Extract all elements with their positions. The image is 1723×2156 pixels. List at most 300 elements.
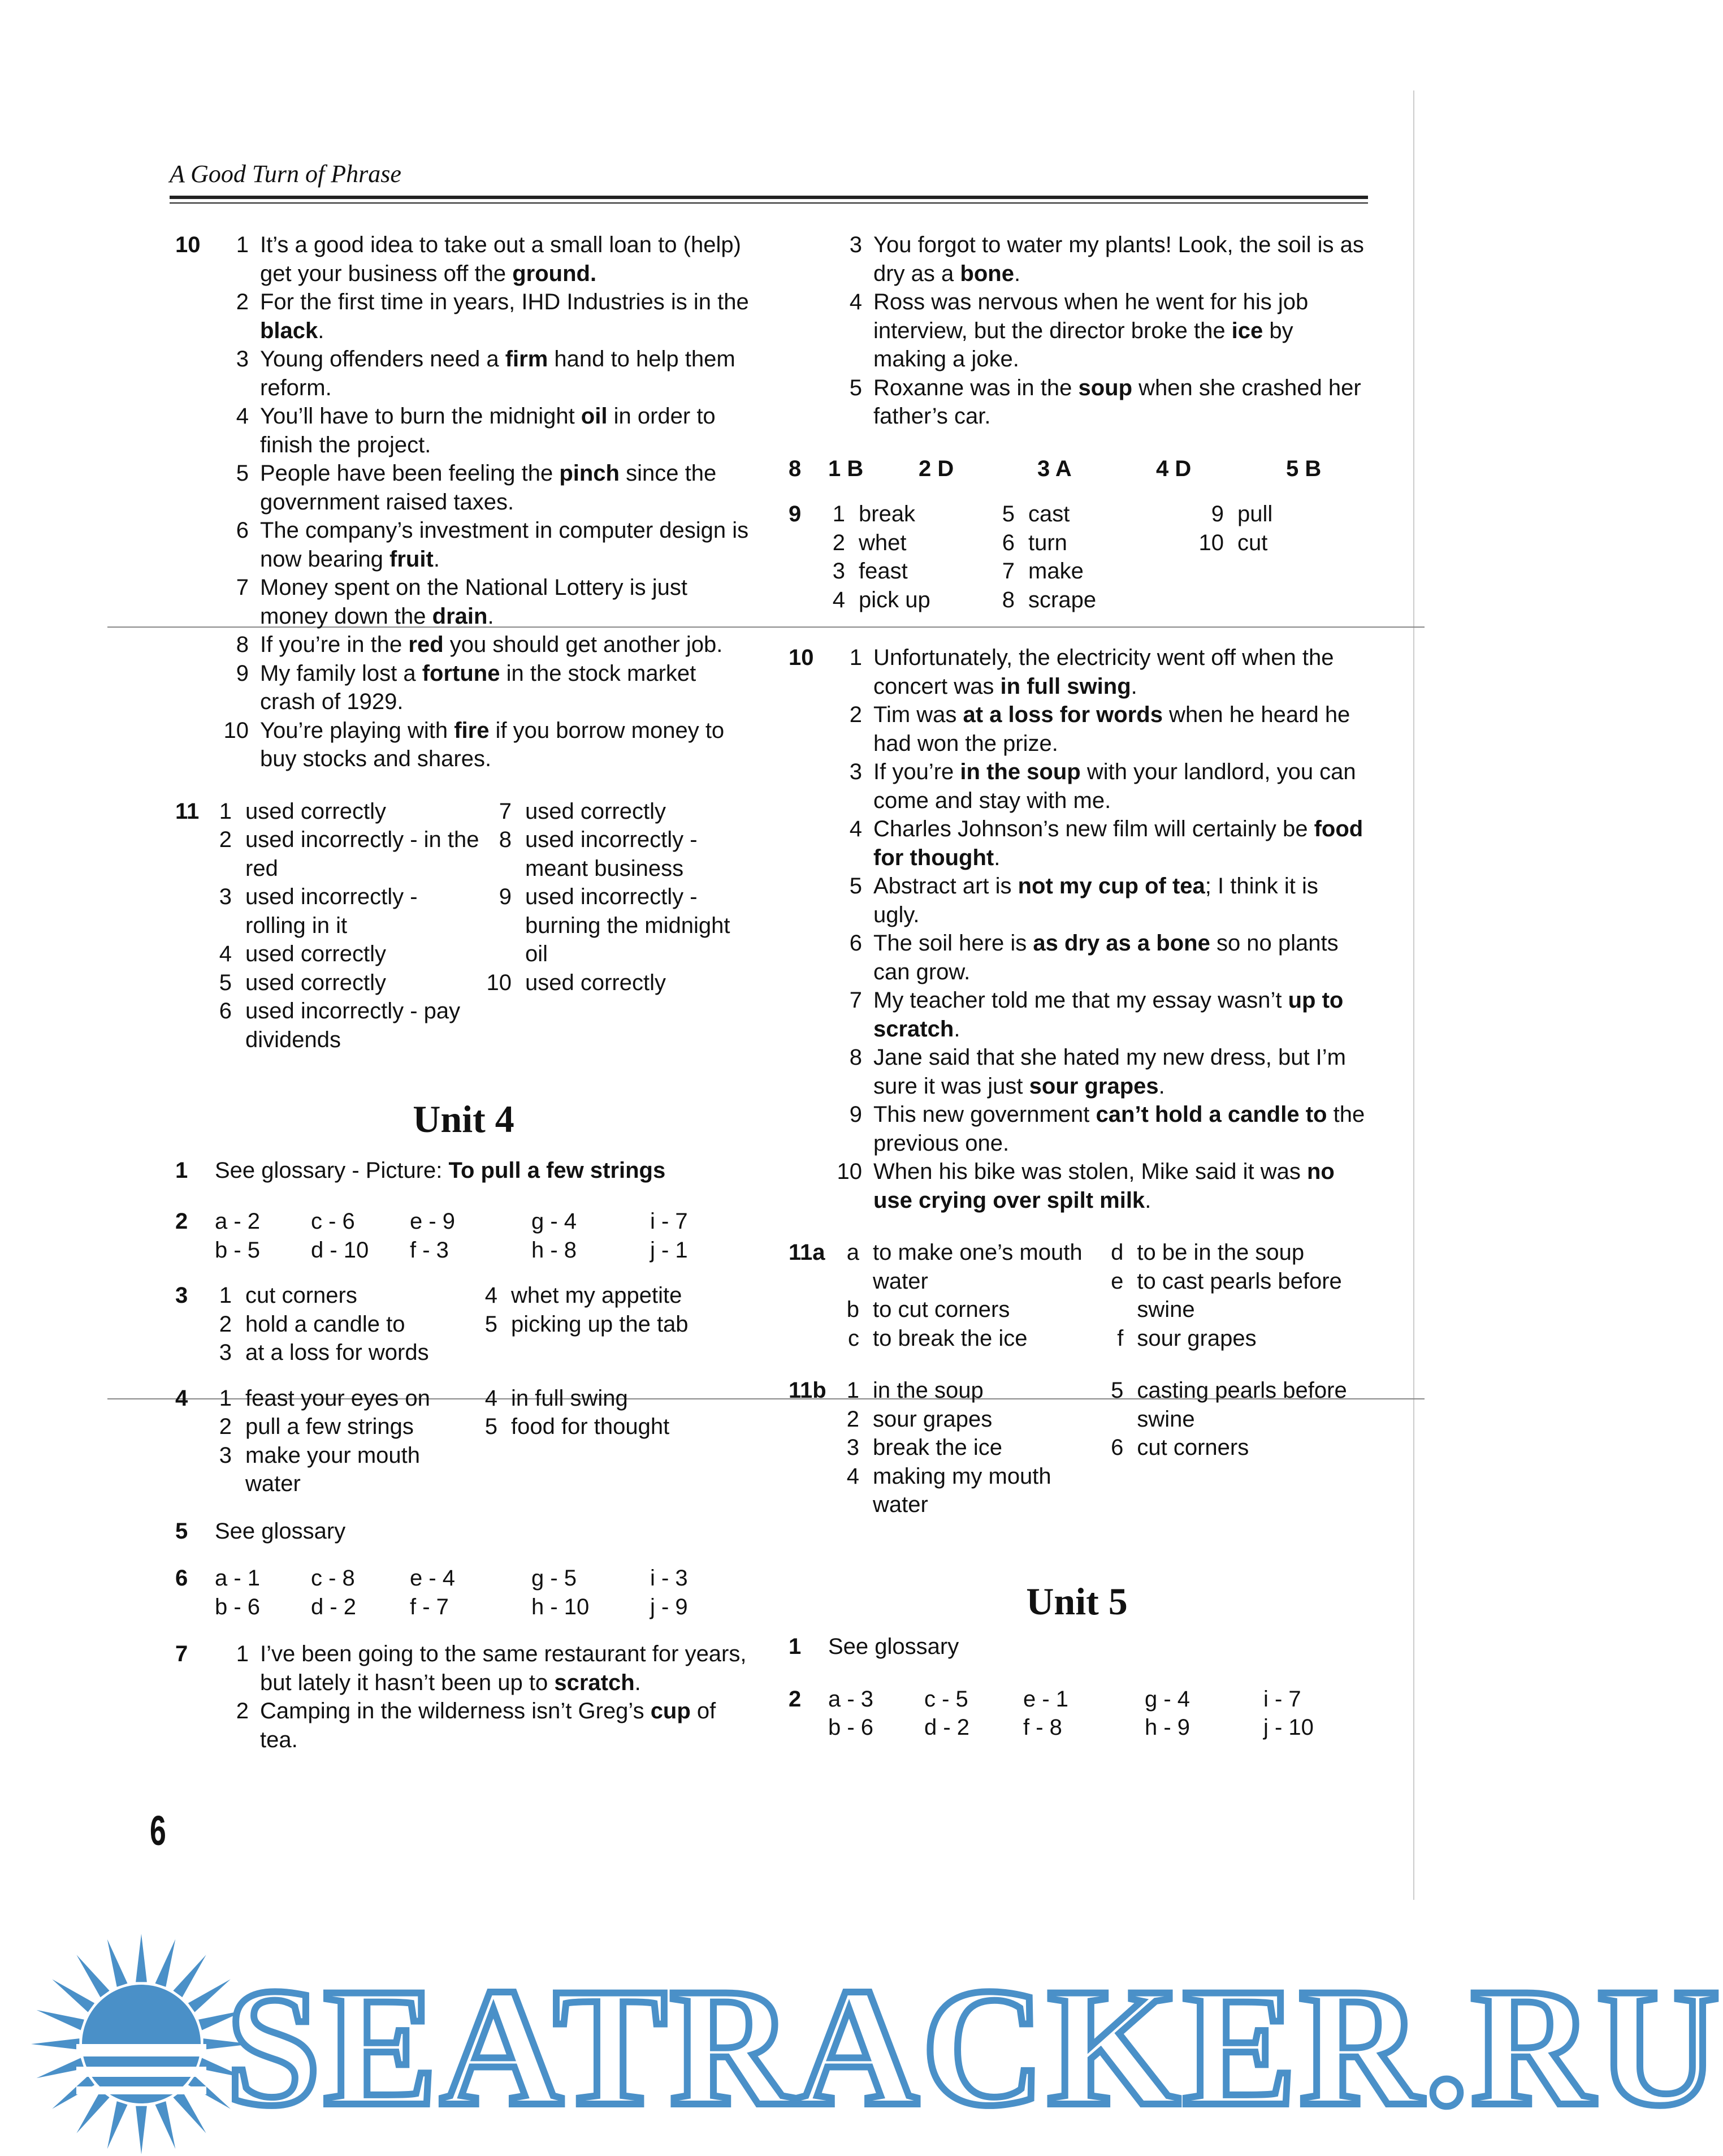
- item-key-phrase: scratch: [554, 1670, 635, 1695]
- exercise-8: [789, 455, 1365, 483]
- item-text-part: .: [1131, 673, 1137, 699]
- sun-ray: [37, 2010, 84, 2030]
- item-text-part: ; I think it is ugly.: [873, 874, 1318, 927]
- item-text: [873, 1157, 1365, 1215]
- answer-item: [828, 586, 998, 615]
- item-number: 3: [849, 232, 862, 257]
- answer-item: [215, 969, 483, 997]
- item-text-part: Ross was nervous when he went for his job interview, but the director broke the: [873, 290, 1309, 343]
- item-number: 6: [1002, 530, 1015, 555]
- answer-item: [215, 1338, 480, 1367]
- exercise-number: 5: [175, 1518, 188, 1544]
- item-number: 7: [499, 798, 512, 824]
- item-number: a: [846, 1240, 859, 1265]
- answer-item: [842, 1324, 1106, 1353]
- exercise-9: [789, 500, 1365, 614]
- u4-exercise-7: [175, 1640, 752, 1754]
- item-text: at a loss for words: [245, 1340, 429, 1365]
- item-text: sour grapes: [1137, 1325, 1257, 1351]
- answer-item: [842, 1433, 1106, 1462]
- item-text: [260, 288, 752, 345]
- exercise-number: 7: [175, 1641, 188, 1666]
- answer-item: [215, 659, 752, 716]
- item-number: 3: [219, 884, 232, 909]
- item-number: 1: [846, 1378, 859, 1403]
- answer-item: [483, 883, 752, 969]
- answer-item: [828, 374, 1365, 431]
- exercise-number: 3: [175, 1283, 188, 1308]
- exercise-11b: [789, 1376, 1365, 1519]
- answer-item: [842, 1295, 1106, 1324]
- item-text: to break the ice: [873, 1325, 1028, 1351]
- item-text-part: in order to finish the project.: [260, 404, 716, 457]
- matching-cell: b - 6: [215, 1594, 261, 1619]
- u5-exercise-2: [789, 1685, 1365, 1742]
- item-text-part: I’ve been going to the same restaurant for years, but lately it hasn’t been up to: [260, 1641, 747, 1695]
- item-number: 2: [219, 1311, 232, 1337]
- item-text: cast: [1028, 502, 1070, 526]
- item-text: in the soup: [873, 1378, 984, 1403]
- answer-item: [828, 288, 1365, 374]
- answer-item: [215, 997, 483, 1054]
- matching-cell: j - 10: [1263, 1715, 1314, 1740]
- item-text-part: .: [1145, 1187, 1151, 1213]
- item-number: 4: [484, 1385, 497, 1411]
- item-number: 9: [849, 1102, 862, 1127]
- answer-item: [1196, 500, 1365, 529]
- item-text: [873, 374, 1365, 431]
- item-text: [873, 986, 1365, 1043]
- matching-cell: i - 7: [1263, 1686, 1301, 1712]
- item-number: 5: [236, 461, 249, 486]
- answer-item: [842, 1405, 1106, 1434]
- answer-item: [828, 872, 1365, 929]
- matching-cell: c - 5: [924, 1686, 968, 1712]
- item-number: 6: [1111, 1435, 1124, 1460]
- exercise-text: See glossary: [828, 1634, 959, 1659]
- item-text-part: Young offenders need a: [260, 347, 505, 371]
- item-key-phrase: fortune: [422, 660, 500, 686]
- item-text: used correctly: [245, 798, 386, 824]
- u4-exercise-2: [175, 1207, 752, 1264]
- u5-exercise-1: [789, 1632, 1365, 1661]
- item-text-part: Abstract art is: [873, 874, 1018, 898]
- answer-item: [842, 1376, 1106, 1405]
- sun-ray: [155, 2101, 176, 2149]
- item-text: to make one’s mouth water: [873, 1240, 1083, 1294]
- item-text: [873, 1043, 1365, 1100]
- item-number: 2: [236, 290, 249, 314]
- answer-item: [828, 500, 998, 529]
- item-number: 3: [832, 559, 845, 584]
- answer-item: [215, 516, 752, 573]
- answer-item: [480, 1281, 746, 1310]
- item-text: [873, 288, 1365, 374]
- item-key-phrase: pinch: [559, 461, 620, 486]
- answer-item: [828, 701, 1365, 758]
- item-text: used incorrectly - meant business: [525, 827, 698, 881]
- item-number: 1: [849, 645, 862, 670]
- item-text: used correctly: [245, 941, 386, 966]
- answer-item: [215, 1310, 480, 1339]
- item-number: 7: [236, 575, 249, 600]
- matching-cell: g - 5: [531, 1566, 577, 1591]
- matching-cell: 5 B: [1286, 456, 1322, 481]
- item-number: 6: [236, 518, 249, 543]
- item-text: [260, 659, 752, 716]
- matching-cell: f - 7: [410, 1594, 449, 1619]
- item-number: 9: [236, 660, 249, 686]
- exercise-text: See glossary - Picture:: [215, 1157, 449, 1183]
- item-key-phrase: fruit: [389, 546, 434, 572]
- item-text: [260, 573, 752, 630]
- matching-cell: a - 1: [215, 1566, 261, 1591]
- answer-item: [1106, 1433, 1365, 1462]
- item-text: [260, 231, 752, 288]
- item-text: food for thought: [511, 1414, 670, 1439]
- item-number: c: [848, 1325, 859, 1351]
- matching-cell: d - 2: [924, 1715, 970, 1740]
- matching-cell: f - 8: [1023, 1715, 1062, 1740]
- item-text-part: The company’s investment in computer design is now bearing: [260, 518, 749, 572]
- item-text-part: Camping in the wilderness isn’t Greg’s: [260, 1699, 651, 1723]
- matching-cell: b - 6: [828, 1715, 874, 1740]
- answer-item: [998, 529, 1196, 558]
- exercise-number: 11b: [789, 1378, 826, 1403]
- item-key-phrase: black: [260, 318, 318, 343]
- answer-item: [828, 1157, 1365, 1215]
- answer-item: [215, 1412, 480, 1441]
- item-number: 2: [219, 1414, 232, 1439]
- sun-ray: [173, 2091, 206, 2133]
- item-key-phrase: oil: [581, 404, 608, 429]
- item-text-part: The soil here is: [873, 931, 1033, 956]
- item-text: [873, 231, 1365, 288]
- item-text: used correctly: [525, 970, 666, 995]
- sun-ray: [107, 2101, 128, 2149]
- item-number: 5: [219, 970, 232, 995]
- item-text: used incorrectly - in the red: [245, 827, 479, 881]
- item-text-part: If you’re in the: [260, 632, 409, 657]
- item-number: 6: [849, 931, 862, 956]
- answer-item: [483, 797, 752, 826]
- matching-cell: i - 7: [650, 1209, 688, 1234]
- item-text: make: [1028, 559, 1084, 584]
- matching-cell: g - 4: [1145, 1686, 1190, 1712]
- running-title: A Good Turn of Phrase: [170, 160, 401, 188]
- matching-cell: h - 9: [1145, 1715, 1190, 1740]
- item-text-part: of tea.: [260, 1699, 716, 1752]
- item-text: break: [859, 502, 916, 526]
- answer-item: [215, 1640, 752, 1697]
- item-text-part: .: [634, 1670, 641, 1695]
- answer-item: [483, 826, 752, 883]
- item-number: d: [1111, 1240, 1124, 1265]
- item-number: 3: [846, 1435, 859, 1460]
- exercise-number: 11: [175, 798, 200, 824]
- u4-exercise-4: [175, 1384, 752, 1498]
- item-text: [260, 1697, 752, 1754]
- item-number: 5: [849, 874, 862, 898]
- exercise-number: 8: [789, 456, 802, 481]
- item-text: [260, 459, 752, 516]
- item-text: used incorrectly - pay dividends: [245, 999, 461, 1052]
- item-text-part: .: [1014, 261, 1021, 286]
- answer-item: [215, 345, 752, 402]
- item-text: picking up the tab: [511, 1311, 689, 1337]
- item-text: [873, 929, 1365, 986]
- item-number: 1: [832, 502, 845, 526]
- answer-item: [1106, 1267, 1365, 1324]
- item-text: [873, 872, 1365, 929]
- answer-item: [215, 826, 483, 883]
- matching-cell: d - 10: [311, 1237, 369, 1263]
- item-text-part: For the first time in years, IHD Industries is in the: [260, 290, 749, 314]
- sun-ray: [107, 1939, 128, 1987]
- item-text: casting pearls before swine: [1137, 1378, 1347, 1432]
- item-key-phrase: soup: [1078, 375, 1132, 400]
- item-number: 3: [849, 759, 862, 784]
- matching-cell: i - 3: [650, 1566, 688, 1591]
- item-text: used incorrectly - rolling in it: [245, 884, 418, 938]
- item-number: 5: [1111, 1378, 1124, 1403]
- answer-item: [215, 288, 752, 345]
- answer-item: [1196, 529, 1365, 558]
- sun-ray: [76, 1955, 109, 1997]
- answer-item: [1106, 1376, 1365, 1433]
- answer-item: [828, 815, 1365, 872]
- item-text: hold a candle to: [245, 1311, 405, 1337]
- item-number: 7: [1002, 559, 1015, 584]
- item-text: feast: [859, 559, 908, 584]
- item-text-part: the previous one.: [873, 1102, 1365, 1156]
- sun-ray: [31, 2038, 79, 2050]
- item-key-phrase: as dry as a bone: [1033, 931, 1210, 956]
- item-key-phrase: firm: [505, 347, 548, 371]
- item-number: 2: [236, 1699, 249, 1723]
- item-number: 3: [219, 1340, 232, 1365]
- item-number: 5: [849, 375, 862, 400]
- item-text-part: Charles Johnson’s new film will certainly be: [873, 816, 1314, 841]
- item-text-part: Roxanne was in the: [873, 375, 1079, 400]
- item-number: 2: [219, 827, 232, 852]
- item-text: cut corners: [245, 1283, 357, 1308]
- item-number: 4: [846, 1463, 859, 1489]
- item-text: used correctly: [525, 798, 666, 824]
- item-text-part: You forgot to water my plants! Look, the soil is as dry as a: [873, 232, 1364, 286]
- item-key-phrase: fire: [454, 718, 490, 743]
- item-text-part: Money spent on the National Lottery is just money down the: [260, 575, 687, 629]
- item-number: 1: [219, 1385, 232, 1411]
- answer-item: [215, 940, 483, 969]
- item-key-phrase: cup: [650, 1699, 691, 1723]
- exercise-11: [175, 797, 752, 1055]
- item-number: 8: [849, 1045, 862, 1070]
- item-number: 9: [499, 884, 512, 909]
- answer-item: [1106, 1324, 1365, 1353]
- item-number: 5: [484, 1414, 497, 1439]
- item-text: used incorrectly - burning the midnight oil: [525, 884, 730, 966]
- item-number: 1: [236, 1641, 249, 1666]
- item-number: 3: [219, 1442, 232, 1468]
- item-text-part: My family lost a: [260, 660, 422, 686]
- item-text-part: Tim was: [873, 702, 963, 727]
- item-text: [260, 1640, 752, 1697]
- item-text-part: .: [318, 318, 324, 343]
- item-number: 10: [486, 970, 512, 995]
- matching-cell: h - 8: [531, 1237, 577, 1263]
- item-text-part: .: [954, 1016, 960, 1042]
- item-text: used correctly: [245, 970, 386, 995]
- item-number: 2: [849, 702, 862, 727]
- matching-cell: e - 9: [410, 1209, 456, 1234]
- left-column: [175, 231, 752, 1754]
- exercise-number: 1: [789, 1634, 802, 1659]
- item-number: 4: [849, 290, 862, 314]
- item-text: whet: [859, 530, 907, 555]
- sun-ray: [52, 1979, 94, 2012]
- u4-exercise-3: [175, 1281, 752, 1367]
- item-key-phrase: ice: [1231, 318, 1263, 343]
- item-text: [260, 402, 752, 459]
- answer-item: [842, 1238, 1106, 1295]
- item-text-part: since the government raised taxes.: [260, 461, 717, 515]
- exercise-number: 10: [175, 232, 201, 257]
- item-key-phrase: in full swing: [1000, 673, 1131, 699]
- item-number: 1: [236, 232, 249, 257]
- scan-edge-line: [1413, 90, 1414, 1900]
- exercise-number: 11a: [789, 1240, 825, 1265]
- u4-exercise-1: [175, 1156, 752, 1185]
- item-number: 8: [1002, 587, 1015, 612]
- item-number: f: [1117, 1325, 1124, 1351]
- unit-4-heading: Unit 4: [413, 1098, 514, 1140]
- item-text: [873, 1100, 1365, 1157]
- item-key-phrase: food for thought: [873, 816, 1363, 870]
- item-text: [873, 701, 1365, 758]
- item-key-phrase: can’t hold a candle to: [1096, 1102, 1327, 1127]
- matching-cell: 2 D: [919, 456, 954, 481]
- item-text: [873, 643, 1365, 701]
- item-text-part: If you’re: [873, 759, 960, 784]
- exercise-number: 2: [789, 1686, 802, 1712]
- item-text-part: You’ll have to burn the midnight: [260, 404, 581, 429]
- item-number: e: [1111, 1268, 1124, 1294]
- item-text-part: Unfortunately, the electricity went off when the concert was: [873, 645, 1334, 699]
- item-key-phrase: drain: [432, 603, 488, 629]
- item-text-part: My teacher told me that my essay wasn’t: [873, 988, 1288, 1013]
- item-key-phrase: at a loss for words: [963, 702, 1163, 727]
- item-text-part: with your landlord, you can come and stay with me.: [873, 759, 1356, 813]
- matching-cell: 3 A: [1037, 456, 1072, 481]
- answer-item: [483, 969, 752, 997]
- answer-item: [215, 630, 752, 659]
- item-key-phrase: up to scratch: [873, 988, 1344, 1042]
- matching-cell: e - 4: [410, 1566, 456, 1591]
- answer-item: [828, 643, 1365, 701]
- sun-ray: [136, 2106, 147, 2154]
- item-text-part: People have been feeling the: [260, 461, 560, 486]
- item-text-part: by making a joke.: [873, 318, 1293, 371]
- u4-exercise-5: [175, 1517, 752, 1546]
- item-text: [873, 758, 1365, 815]
- answer-item: [215, 797, 483, 826]
- matching-cell: 1 B: [828, 456, 864, 481]
- item-number: 2: [832, 530, 845, 555]
- item-number: 5: [1002, 502, 1015, 526]
- answer-item: [480, 1384, 746, 1413]
- right-column: [789, 231, 1365, 1742]
- sun-ray: [76, 2091, 109, 2133]
- item-text: sour grapes: [873, 1406, 993, 1432]
- item-text: whet my appetite: [511, 1283, 682, 1308]
- sun-ray: [173, 1955, 206, 1997]
- answer-item: [998, 586, 1196, 615]
- item-number: 10: [223, 718, 249, 743]
- answer-item: [828, 758, 1365, 815]
- matching-cell: a - 2: [215, 1209, 261, 1234]
- item-text: break the ice: [873, 1435, 1003, 1460]
- item-text: [873, 815, 1365, 872]
- exercise-10: [789, 643, 1365, 1215]
- item-key-phrase: ground.: [512, 261, 597, 286]
- item-text-part: .: [1158, 1073, 1165, 1099]
- answer-item: [215, 1281, 480, 1310]
- exercise-number: 2: [175, 1209, 188, 1234]
- matching-cell: f - 3: [410, 1237, 449, 1263]
- item-number: 9: [1211, 502, 1224, 526]
- item-text: cut corners: [1137, 1435, 1249, 1460]
- item-text: in full swing: [511, 1385, 628, 1411]
- matching-cell: c - 8: [311, 1566, 355, 1591]
- item-text: turn: [1028, 530, 1067, 555]
- item-key-phrase: bone: [960, 261, 1014, 286]
- item-text-part: .: [487, 603, 494, 629]
- item-number: 4: [849, 816, 862, 841]
- answer-item: [842, 1462, 1106, 1519]
- answer-item: [215, 402, 752, 459]
- u4-exercise-6: [175, 1564, 752, 1621]
- item-text-part: This new government: [873, 1102, 1096, 1127]
- item-text: [260, 345, 752, 402]
- item-number: 4: [236, 404, 249, 429]
- item-key-phrase: not my cup of tea: [1018, 874, 1205, 898]
- item-text-part: .: [433, 546, 440, 572]
- matching-cell: b - 5: [215, 1237, 261, 1263]
- item-text: make your mouth water: [245, 1442, 421, 1496]
- item-text-part: It’s a good idea to take out a small loan to (help) get your business off the: [260, 232, 741, 286]
- exercise-number: 4: [175, 1385, 188, 1411]
- exercise-11a: [789, 1238, 1365, 1353]
- item-text: to be in the soup: [1137, 1240, 1305, 1265]
- answer-item: [998, 500, 1196, 529]
- item-number: 7: [849, 988, 862, 1013]
- item-number: 10: [1198, 530, 1224, 555]
- header-rule-thin: [170, 202, 1368, 204]
- item-key-phrase: no use crying over spilt milk: [873, 1159, 1335, 1213]
- item-number: b: [846, 1297, 859, 1322]
- sun-ray: [155, 1939, 176, 1987]
- matching-cell: c - 6: [311, 1209, 355, 1234]
- item-number: 5: [484, 1311, 497, 1337]
- answer-item: [828, 231, 1365, 288]
- exercise-7-continued: [828, 231, 1365, 431]
- item-text: [260, 516, 752, 573]
- item-text-part: in the stock market crash of 1929.: [260, 660, 696, 714]
- item-number: 4: [484, 1283, 497, 1308]
- item-text: pull a few strings: [245, 1414, 414, 1439]
- answer-item: [1106, 1238, 1365, 1267]
